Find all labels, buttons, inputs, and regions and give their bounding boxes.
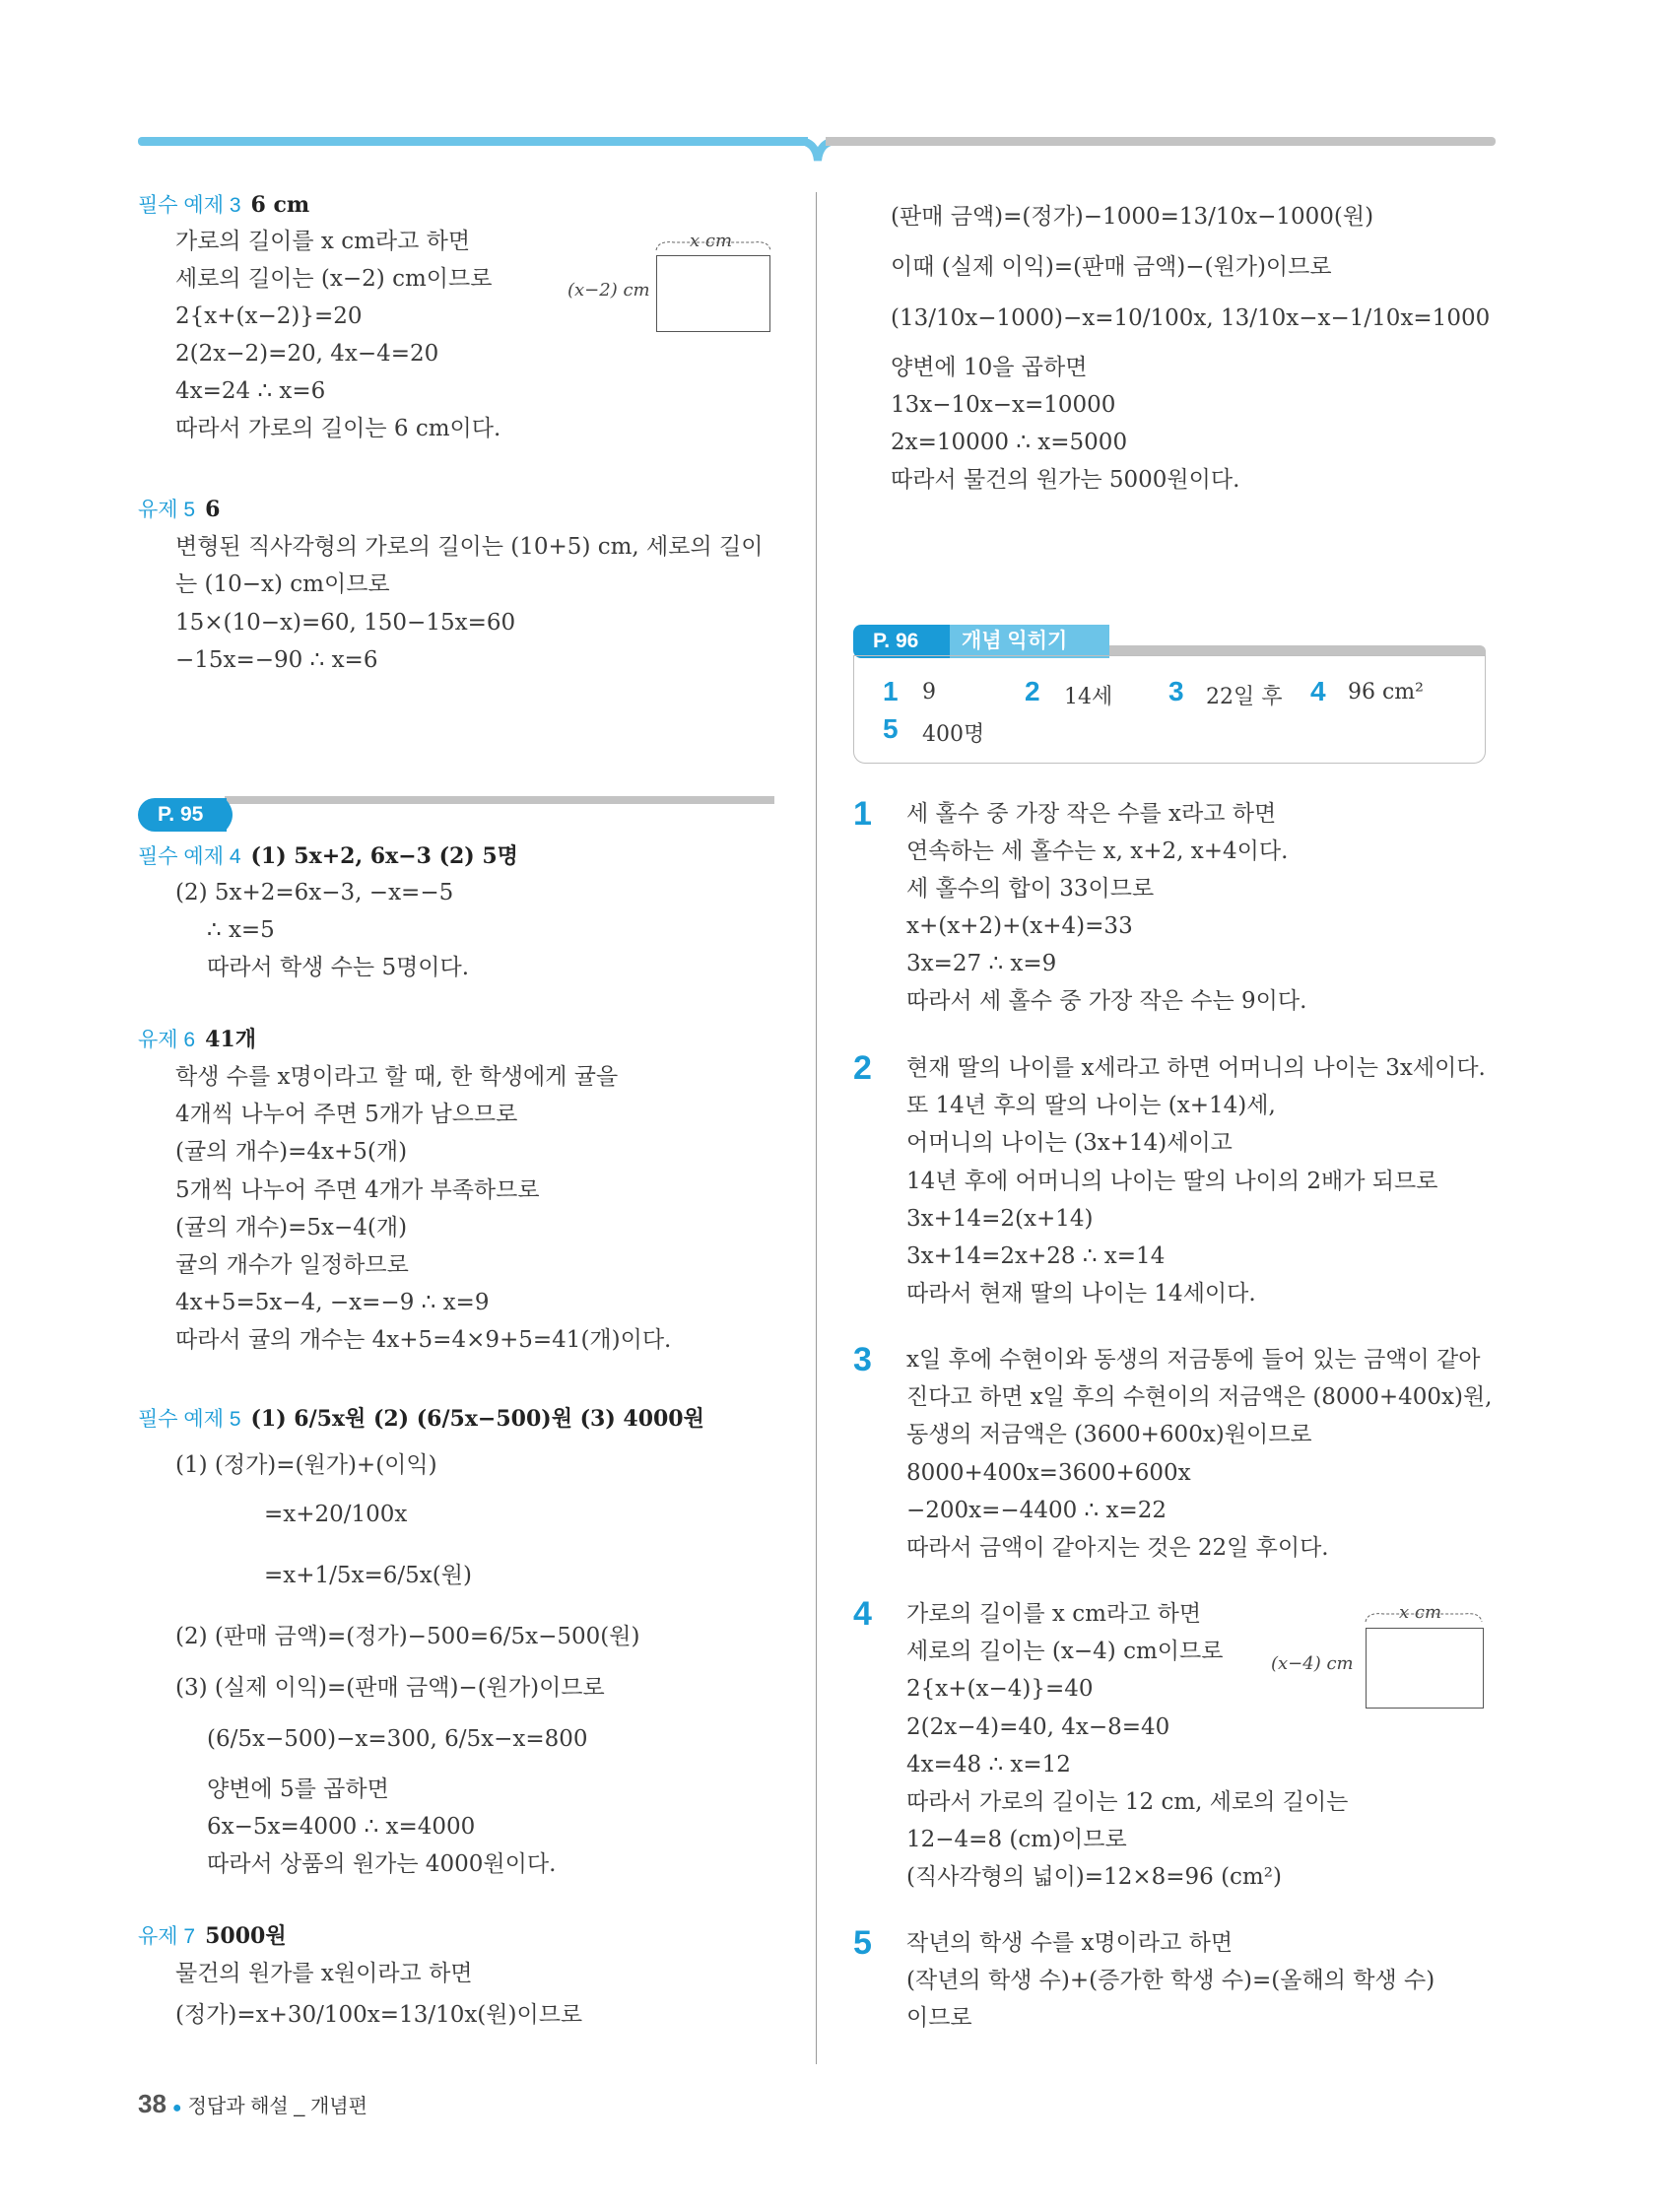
text-line: 양변에 10을 곱하면 <box>891 355 1088 380</box>
text-line: (귤의 개수)=5x−4(개) <box>175 1215 408 1240</box>
example-5-heading: 필수 예제 5 (1) 6/5x원 (2) (6/5x−500)원 (3) 4000원 <box>138 1406 704 1432</box>
text-line: 변형된 직사각형의 가로의 길이는 (10+5) cm, 세로의 길이 <box>175 534 764 560</box>
text-line: 양변에 5를 곱하면 <box>207 1776 389 1802</box>
text-line: (1) (정가)=(원가)+(이익) <box>175 1452 437 1478</box>
example-4-heading: 필수 예제 4 (1) 5x+2, 6x−3 (2) 5명 <box>138 843 518 869</box>
text-line: (13/10x−1000)−x=10/100x, 13/10x−x−1/10x=1000 <box>891 305 1491 331</box>
text-line: 가로의 길이를 x cm라고 하면 <box>906 1601 1202 1627</box>
text-line: 5개씩 나누어 주면 4개가 부족하므로 <box>175 1177 540 1203</box>
text-line: 2(2x−4)=40, 4x−8=40 <box>906 1714 1170 1740</box>
example-3-heading: 필수 예제 3 6 cm <box>138 192 310 218</box>
text-line: 3x=27 ∴ x=9 <box>906 951 1057 976</box>
solution-number: 5 <box>853 1924 872 1962</box>
text-line: ∴ x=5 <box>207 917 275 943</box>
text-line: =x+1/5x=6/5x(원) <box>264 1563 472 1588</box>
text-line: 는 (10−x) cm이므로 <box>175 571 390 597</box>
text-line: 가로의 길이를 x cm라고 하면 <box>175 229 471 254</box>
text-line: 14년 후에 어머니의 나이는 딸의 나이의 2배가 되므로 <box>906 1169 1438 1194</box>
text-line: −200x=−4400 ∴ x=22 <box>906 1498 1167 1523</box>
text-line: 13x−10x−x=10000 <box>891 392 1116 418</box>
text-line: (판매 금액)=(정가)−1000=13/10x−1000(원) <box>891 204 1374 230</box>
text-line: 6x−5x=4000 ∴ x=4000 <box>207 1814 476 1840</box>
text-line: (작년의 학생 수)+(증가한 학생 수)=(올해의 학생 수) <box>906 1968 1435 1993</box>
text-line: 4x+5=5x−4, −x=−9 ∴ x=9 <box>175 1290 490 1315</box>
text-line: 진다고 하면 x일 후의 수현이의 저금액은 (8000+400x)원, <box>906 1384 1493 1410</box>
text-line: 2(2x−2)=20, 4x−4=20 <box>175 341 439 367</box>
text-line: 8000+400x=3600+600x <box>906 1460 1191 1486</box>
text-line: 따라서 현재 딸의 나이는 14세이다. <box>906 1281 1256 1307</box>
text-line: −15x=−90 ∴ x=6 <box>175 647 378 673</box>
solution-number: 2 <box>853 1049 872 1087</box>
text-line: 따라서 가로의 길이는 6 cm이다. <box>175 416 501 441</box>
text-line: 세 홀수 중 가장 작은 수를 x라고 하면 <box>906 801 1277 827</box>
text-line: 또 14년 후의 딸의 나이는 (x+14)세, <box>906 1093 1276 1118</box>
text-line: 따라서 금액이 같아지는 것은 22일 후이다. <box>906 1535 1329 1561</box>
text-line: (정가)=x+30/100x=13/10x(원)이므로 <box>175 2002 583 2028</box>
text-line: 작년의 학생 수를 x명이라고 하면 <box>906 1930 1234 1956</box>
footer-title: 정답과 해설 _ 개념편 <box>187 2096 367 2117</box>
text-line: 어머니의 나이는 (3x+14)세이고 <box>906 1130 1233 1156</box>
text-line: 따라서 물건의 원가는 5000원이다. <box>891 467 1240 493</box>
top-bar-left <box>138 137 808 146</box>
text-line: 2{x+(x−2)}=20 <box>175 303 363 329</box>
text-line: (3) (실제 이익)=(판매 금액)−(원가)이므로 <box>175 1675 605 1701</box>
text-line: (6/5x−500)−x=300, 6/5x−x=800 <box>207 1726 588 1752</box>
text-line: (직사각형의 넓이)=12×8=96 (cm²) <box>906 1864 1282 1890</box>
exercise-6-heading: 유제 6 41개 <box>138 1027 256 1052</box>
text-line: 따라서 세 홀수 중 가장 작은 수는 9이다. <box>906 988 1307 1014</box>
text-line: 현재 딸의 나이를 x세라고 하면 어머니의 나이는 3x세이다. <box>906 1055 1486 1081</box>
text-line: 세 홀수의 합이 33이므로 <box>906 876 1155 902</box>
solution-number: 4 <box>853 1595 872 1633</box>
text-line: 2x=10000 ∴ x=5000 <box>891 430 1128 455</box>
text-line: 2{x+(x−4)}=40 <box>906 1676 1094 1702</box>
text-line: 4x=48 ∴ x=12 <box>906 1752 1071 1777</box>
text-line: 연속하는 세 홀수는 x, x+2, x+4이다. <box>906 838 1289 864</box>
text-line: x+(x+2)+(x+4)=33 <box>906 913 1133 939</box>
text-line: 따라서 상품의 원가는 4000원이다. <box>207 1851 557 1877</box>
text-line: 15×(10−x)=60, 150−15x=60 <box>175 610 516 636</box>
solution-number: 3 <box>853 1341 872 1378</box>
text-line: 이때 (실제 이익)=(판매 금액)−(원가)이므로 <box>891 254 1332 280</box>
text-line: 학생 수를 x명이라고 할 때, 한 학생에게 귤을 <box>175 1064 619 1090</box>
text-line: 동생의 저금액은 (3600+600x)원이므로 <box>906 1422 1312 1447</box>
text-line: 귤의 개수가 일정하므로 <box>175 1252 409 1278</box>
text-line: =x+20/100x <box>264 1502 408 1527</box>
column-divider <box>816 192 817 2064</box>
text-line: 세로의 길이는 (x−2) cm이므로 <box>175 266 493 292</box>
text-line: 따라서 학생 수는 5명이다. <box>207 955 470 980</box>
text-line: 세로의 길이는 (x−4) cm이므로 <box>906 1639 1224 1664</box>
text-line: 물건의 원가를 x원이라고 하면 <box>175 1961 473 1986</box>
exercise-7-heading: 유제 7 5000원 <box>138 1923 287 1949</box>
text-line: 3x+14=2(x+14) <box>906 1206 1094 1232</box>
exercise-5-heading: 유제 5 6 <box>138 497 221 522</box>
text-line: 3x+14=2x+28 ∴ x=14 <box>906 1243 1166 1269</box>
text-line: 따라서 귤의 개수는 4x+5=4×9+5=41(개)이다. <box>175 1327 672 1353</box>
text-line: 12−4=8 (cm)이므로 <box>906 1827 1127 1852</box>
top-bar-right <box>826 137 1496 146</box>
solution-number: 1 <box>853 795 872 833</box>
text-line: (2) 5x+2=6x−3, −x=−5 <box>175 880 454 905</box>
page-footer: 38 ● 정답과 해설 _ 개념편 <box>138 2089 367 2118</box>
text-line: 이므로 <box>906 2005 972 2031</box>
text-line: (2) (판매 금액)=(정가)−500=6/5x−500(원) <box>175 1624 640 1649</box>
text-line: 따라서 가로의 길이는 12 cm, 세로의 길이는 <box>906 1789 1349 1815</box>
text-line: x일 후에 수현이와 동생의 저금통에 들어 있는 금액이 같아 <box>906 1347 1481 1373</box>
text-line: 4개씩 나누어 주면 5개가 남으므로 <box>175 1102 518 1127</box>
text-line: (귤의 개수)=4x+5(개) <box>175 1139 408 1165</box>
text-line: 4x=24 ∴ x=6 <box>175 378 326 404</box>
page-number: 38 <box>138 2089 167 2118</box>
concept-practice-title: 개념 익히기 <box>950 625 1109 658</box>
page-96-tab: P. 96 <box>853 625 950 658</box>
